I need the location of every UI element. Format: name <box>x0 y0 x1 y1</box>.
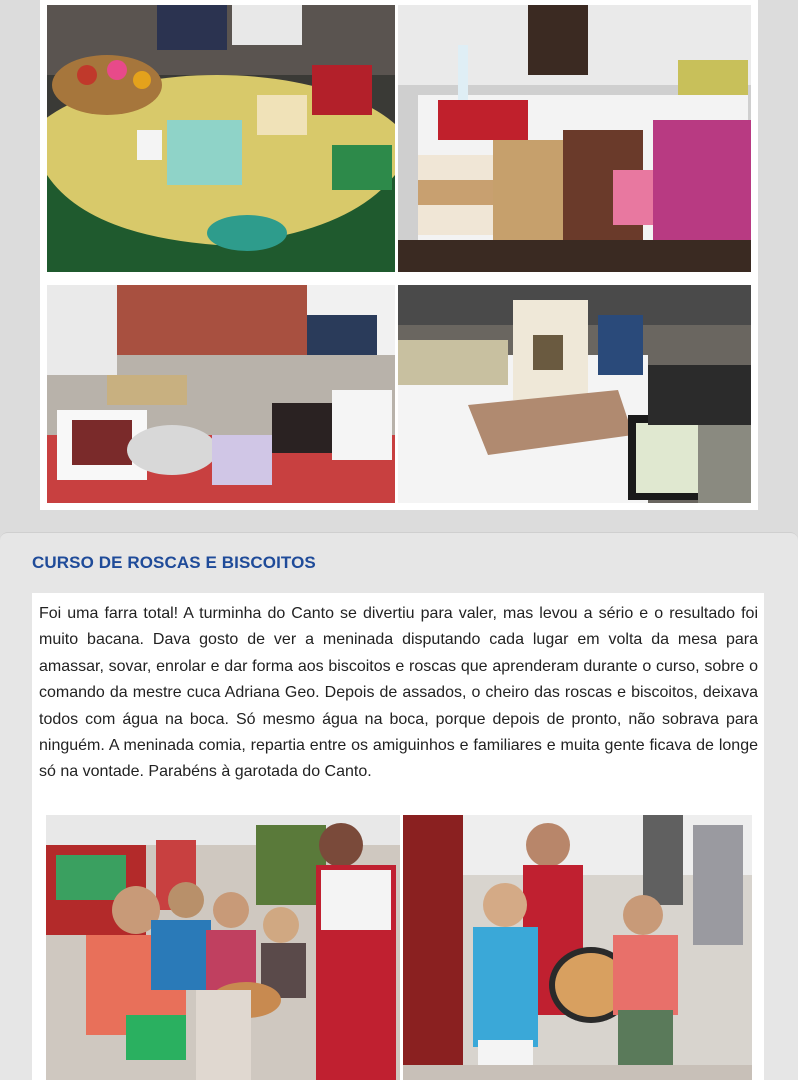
section-title: CURSO DE ROSCAS E BISCOITOS <box>32 553 316 572</box>
photo-craft-table-dolls[interactable] <box>47 5 395 272</box>
photo-decorative-boxes[interactable] <box>47 285 395 503</box>
photo-kids-making-dough[interactable] <box>46 815 400 1080</box>
photo-framed-crafts[interactable] <box>398 285 751 503</box>
photo-fabric-bags[interactable] <box>398 5 751 272</box>
craft-fair-gallery <box>40 0 758 510</box>
section-body <box>32 593 764 1080</box>
photo-kids-cookie-tray[interactable] <box>403 815 752 1080</box>
course-section <box>0 532 798 1080</box>
story-text: Foi uma farra total! A turminha do Canto se divertiu para valer, mas levou a sério e o resultado foi muito bacana. Dava gosto de ver a meninada disputando cada lugar em volta da mesa para amassar, sovar, enrolar e dar forma aos biscoitos e roscas que aprenderam durante o curso, sobre o comando da mestre cuca Adriana Geo. Depois de assados, o cheiro das roscas e biscoitos, deixava todos com água na boca. Só mesmo água na boca, porque depois de pronto, não sobrava para ninguém. A meninada comia, repartia entre os amiguinhos e familiares e muita gente ficava de longe só na vontade. Parabéns à garotada do Canto. <box>39 605 758 781</box>
